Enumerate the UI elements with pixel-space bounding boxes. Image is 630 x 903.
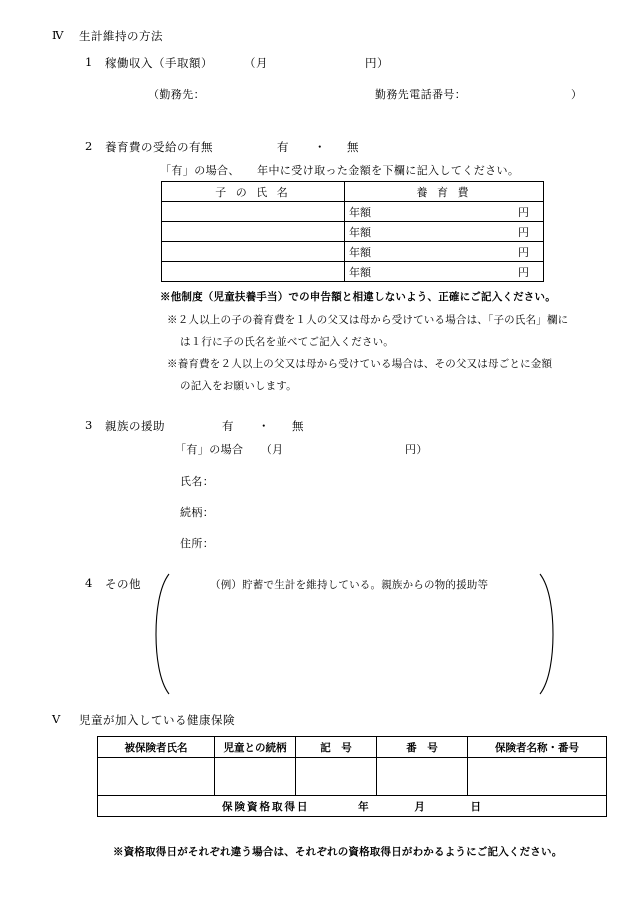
fee-label: 年額 xyxy=(349,265,371,279)
cell-child-name[interactable] xyxy=(162,262,345,282)
item-1-label: 稼働収入（手取額） xyxy=(105,56,213,70)
item-3-option-no[interactable]: 無 xyxy=(292,419,304,433)
fee-label: 年額 xyxy=(349,225,371,239)
acquisition-date-cell[interactable] xyxy=(98,796,607,817)
item-3-field-relation[interactable]: 続柄： xyxy=(180,506,215,519)
item-1-number: 1 xyxy=(85,55,93,69)
fee-unit: 円 xyxy=(518,205,529,219)
fee-unit: 円 xyxy=(518,265,529,279)
section-4-marker: Ⅳ xyxy=(52,28,64,42)
item-3-case-yes: 「有」の場合 （月 xyxy=(175,443,284,456)
item-2-note-4: ※養育費を２人以上の父又は母から受けている場合は、その父又は母ごとに金額 xyxy=(167,358,553,370)
table-row xyxy=(162,262,544,282)
item-1-yen-close: 円） xyxy=(365,56,389,70)
cell-support-fee[interactable] xyxy=(345,222,544,242)
health-insurance-table xyxy=(97,736,607,817)
header-insurer-name-number: 保険者名称・番号 xyxy=(468,737,607,758)
fee-unit: 円 xyxy=(518,245,529,259)
acquisition-month: 月 xyxy=(414,800,426,813)
item-2-number: 2 xyxy=(85,139,93,153)
cell-symbol[interactable] xyxy=(296,758,377,796)
cell-child-name[interactable] xyxy=(162,202,345,222)
header-relation-to-child: 児童との続柄 xyxy=(215,737,296,758)
acquisition-day: 日 xyxy=(470,800,482,813)
acquisition-date-row xyxy=(98,796,607,817)
item-2-option-yes[interactable]: 有 xyxy=(277,140,289,154)
item-3-yen-close: 円） xyxy=(405,443,428,456)
item-3-label: 親族の援助 xyxy=(105,419,165,433)
fee-unit: 円 xyxy=(518,225,529,239)
item-3-number: 3 xyxy=(85,418,93,432)
item-4-number: 4 xyxy=(85,576,93,590)
cell-child-name[interactable] xyxy=(162,242,345,262)
item-3-option-separator: ・ xyxy=(258,419,270,433)
table-header-row xyxy=(162,182,544,202)
item-2-note-3: は１行に子の氏名を並べてご記入ください。 xyxy=(180,336,394,348)
table-row xyxy=(162,222,544,242)
item-2-note-2: ※２人以上の子の養育費を１人の父又は母から受けている場合は、「子の氏名」欄に xyxy=(167,314,569,326)
header-insured-name: 被保険者氏名 xyxy=(98,737,215,758)
acquisition-year: 年 xyxy=(358,800,370,813)
fee-label: 年額 xyxy=(349,245,371,259)
header-number: 番 号 xyxy=(377,737,468,758)
item-4-label: その他 xyxy=(105,577,141,591)
cell-insured-name[interactable] xyxy=(98,758,215,796)
child-support-table xyxy=(161,181,544,282)
cell-number[interactable] xyxy=(377,758,468,796)
item-2-instruction: 「有」の場合、 年中に受け取った金額を下欄に記入してください。 xyxy=(160,164,520,177)
item-3-option-yes[interactable]: 有 xyxy=(222,419,234,433)
header-symbol: 記 号 xyxy=(296,737,377,758)
acquisition-date-label: 保険資格取得日 xyxy=(222,800,310,813)
cell-support-fee[interactable] xyxy=(345,242,544,262)
cell-child-name[interactable] xyxy=(162,222,345,242)
table-row xyxy=(98,758,607,796)
item-1-month-open: （月 xyxy=(244,56,268,70)
cell-support-fee[interactable] xyxy=(345,262,544,282)
section-5-marker: Ⅴ xyxy=(52,712,61,726)
table-row xyxy=(162,202,544,222)
table-header-row xyxy=(98,737,607,758)
item-4-example: （例）貯蓄で生計を維持している。親族からの物的援助等 xyxy=(210,579,489,591)
item-2-note-5: の記入をお願いします。 xyxy=(180,380,297,392)
item-3-field-name[interactable]: 氏名： xyxy=(180,475,215,488)
section-5-title: 児童が加入している健康保険 xyxy=(79,713,235,727)
fee-label: 年額 xyxy=(349,205,371,219)
cell-support-fee[interactable] xyxy=(345,202,544,222)
cell-relation-to-child[interactable] xyxy=(215,758,296,796)
header-child-name: 子 の 氏 名 xyxy=(162,182,345,202)
item-2-option-separator: ・ xyxy=(314,140,326,154)
item-2-note-1: ※他制度（児童扶養手当）での申告額と相違しないよう、正確にご記入ください。 xyxy=(160,291,556,303)
item-1-workplace-label: （勤務先： xyxy=(148,88,205,101)
section-5-note: ※資格取得日がそれぞれ違う場合は、それぞれの資格取得日がわかるようにご記入ください。 xyxy=(113,846,563,858)
header-support-fee: 養 育 費 xyxy=(345,182,544,202)
cell-insurer-name-number[interactable] xyxy=(468,758,607,796)
item-2-label: 養育費の受給の有無 xyxy=(105,140,213,154)
item-1-paren-close: ） xyxy=(571,88,583,101)
table-row xyxy=(162,242,544,262)
left-brace-icon xyxy=(152,573,172,695)
section-4-title: 生計維持の方法 xyxy=(79,29,163,43)
item-3-field-address[interactable]: 住所： xyxy=(180,537,215,550)
item-2-option-no[interactable]: 無 xyxy=(347,140,359,154)
right-brace-icon xyxy=(537,573,557,695)
item-1-workphone-label: 勤務先電話番号： xyxy=(375,88,467,101)
